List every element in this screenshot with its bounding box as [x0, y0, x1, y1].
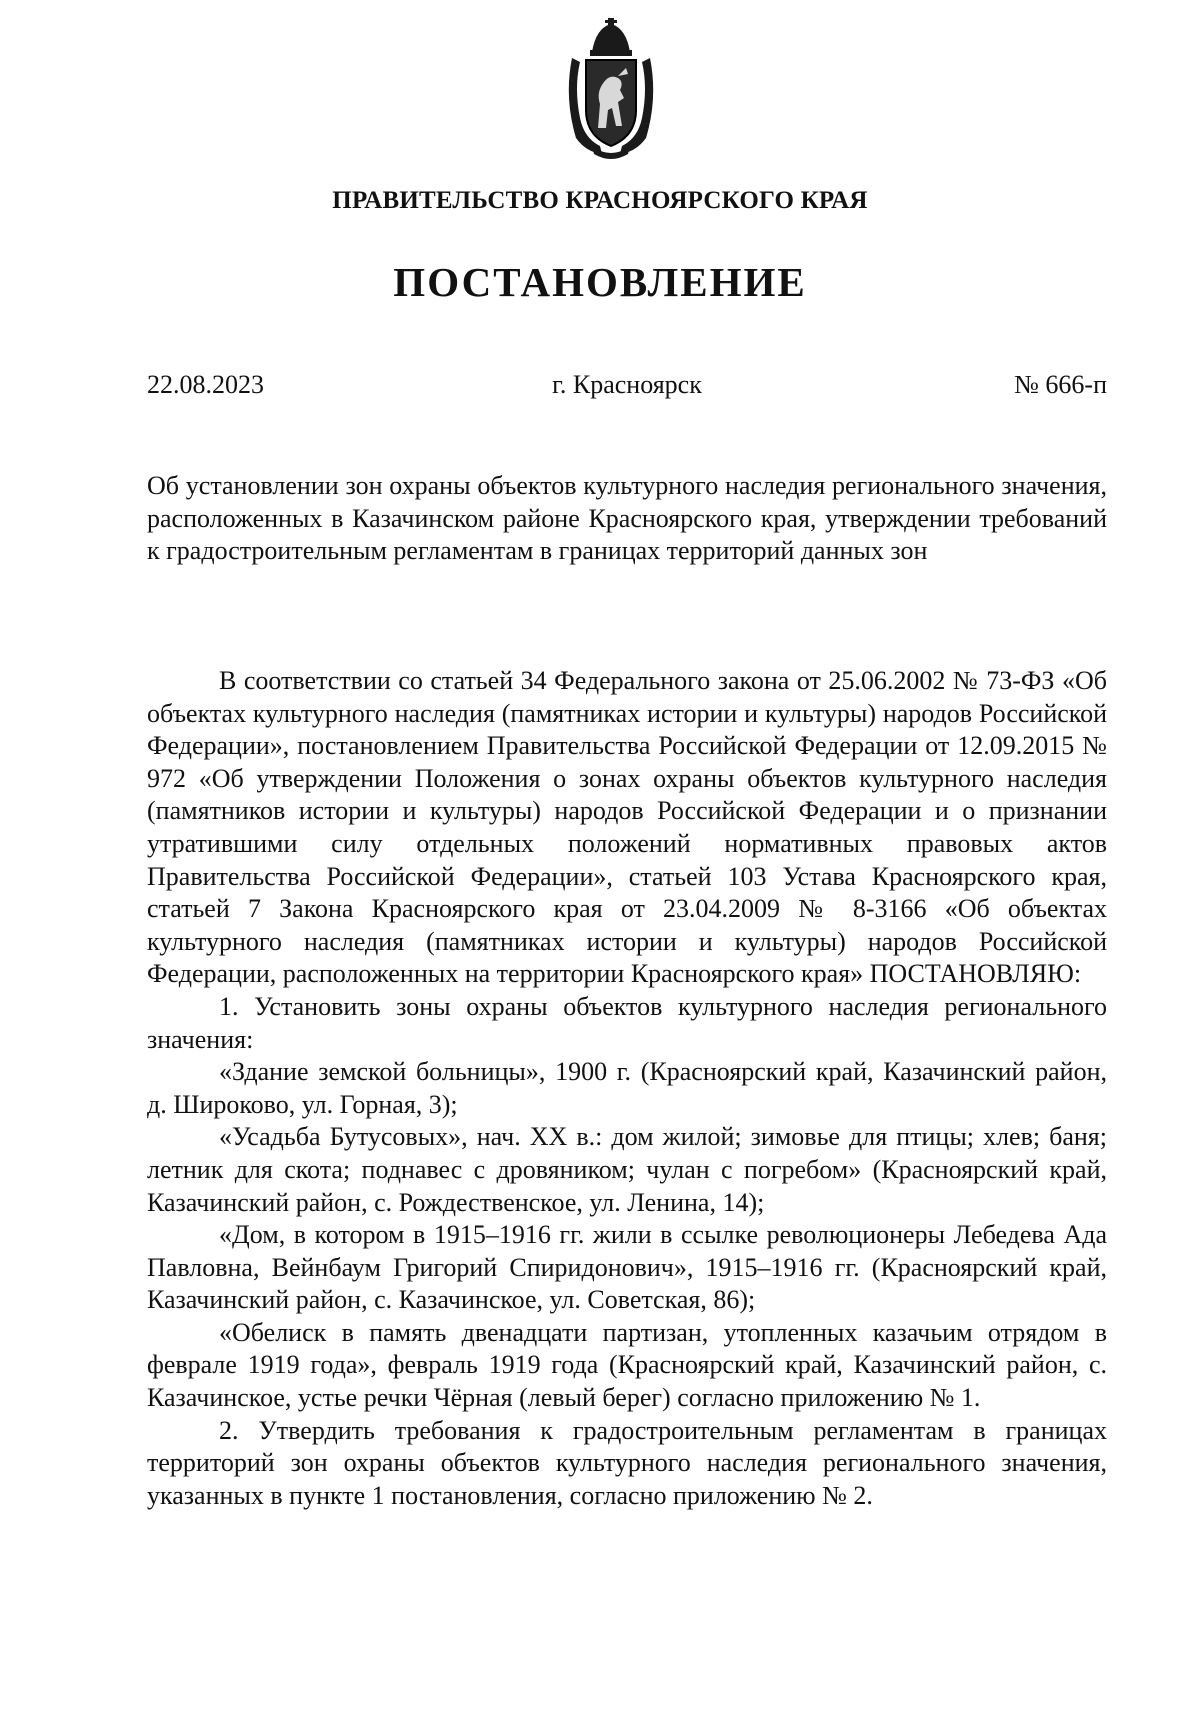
document-date: 22.08.2023	[147, 370, 264, 399]
document-number: № 666-п	[1014, 370, 1107, 399]
preamble-paragraph: В соответствии со статьей 34 Федерального закона от 25.06.2002 № 73-ФЗ «Об объектах культурного наследия (памятниках истории и культуры) народов Российской Федерации», постановлением Правительства Российской Федерации от 12.09.2015 № 972 «Об утверждении Положения о зонах охраны объектов культурного наследия (памятников истории и культуры) народов Российской Федерации и о признании утратившими силу отдельных положений нормативных правовых актов Правительства Российской Федерации», статьей 103 Устава Красноярского края, статьей 7 Закона Красноярского края от 23.04.2009 № 8-3166 «Об объектах культурного наследия (памятниках истории и культуры) народов Российской Федерации, расположенных на территории Красноярского края» ПОСТАНОВЛЯЮ:	[147, 666, 1107, 989]
subject-text: Об установлении зон охраны объектов культурного наследия регионального значения, расположенных в Казачинском районе Красноярского края, утверждении требований к градостроительным регламентам в границах территорий данных зон	[147, 471, 1107, 566]
clause-2-paragraph: 2. Утвердить требования к градостроительным регламентам в границах территорий зон охраны объектов культурного наследия регионального значения, указанных в пункте 1 постановления, согласно приложению № 2.	[147, 1415, 1107, 1510]
document-city: г. Красноярск	[552, 370, 702, 399]
coat-of-arms-icon	[562, 18, 660, 160]
document-meta-line	[147, 370, 1107, 406]
document-body	[147, 665, 1107, 1512]
document-type-title: ПОСТАНОВЛЕНИЕ	[393, 259, 807, 305]
list-item: «Здание земской больницы», 1900 г. (Красноярский край, Казачинский район, д. Широково, ул. Горная, 3);	[147, 1057, 1107, 1119]
list-item: «Усадьба Бутусовых», нач. XX в.: дом жилой; зимовье для птицы; хлев; баня; летник для скота; поднавес с дровяником; чулан с погребом» (Красноярский край, Казачинский район, с. Рождественское, ул. Ленина, 14);	[147, 1122, 1107, 1217]
document-subject	[147, 470, 1107, 568]
list-item: «Дом, в котором в 1915–1916 гг. жили в ссылке революционеры Лебедева Ада Павловна, Вейнбаум Григорий Спиридонович», 1915–1916 гг. (Красноярский край, Казачинский район, с. Казачинское, ул. Советская, 86);	[147, 1220, 1107, 1315]
organization-title: ПРАВИТЕЛЬСТВО КРАСНОЯРСКОГО КРАЯ	[332, 187, 868, 214]
clause-1-paragraph: 1. Установить зоны охраны объектов культурного наследия регионального значения:	[147, 991, 1107, 1054]
list-item: «Обелиск в память двенадцати партизан, утопленных казачьим отрядом в феврале 1919 года», февраль 1919 года (Красноярский край, Казачинский район, с. Казачинское, устье речки Чёрная (левый берег) согласно приложению № 1.	[147, 1317, 1107, 1413]
